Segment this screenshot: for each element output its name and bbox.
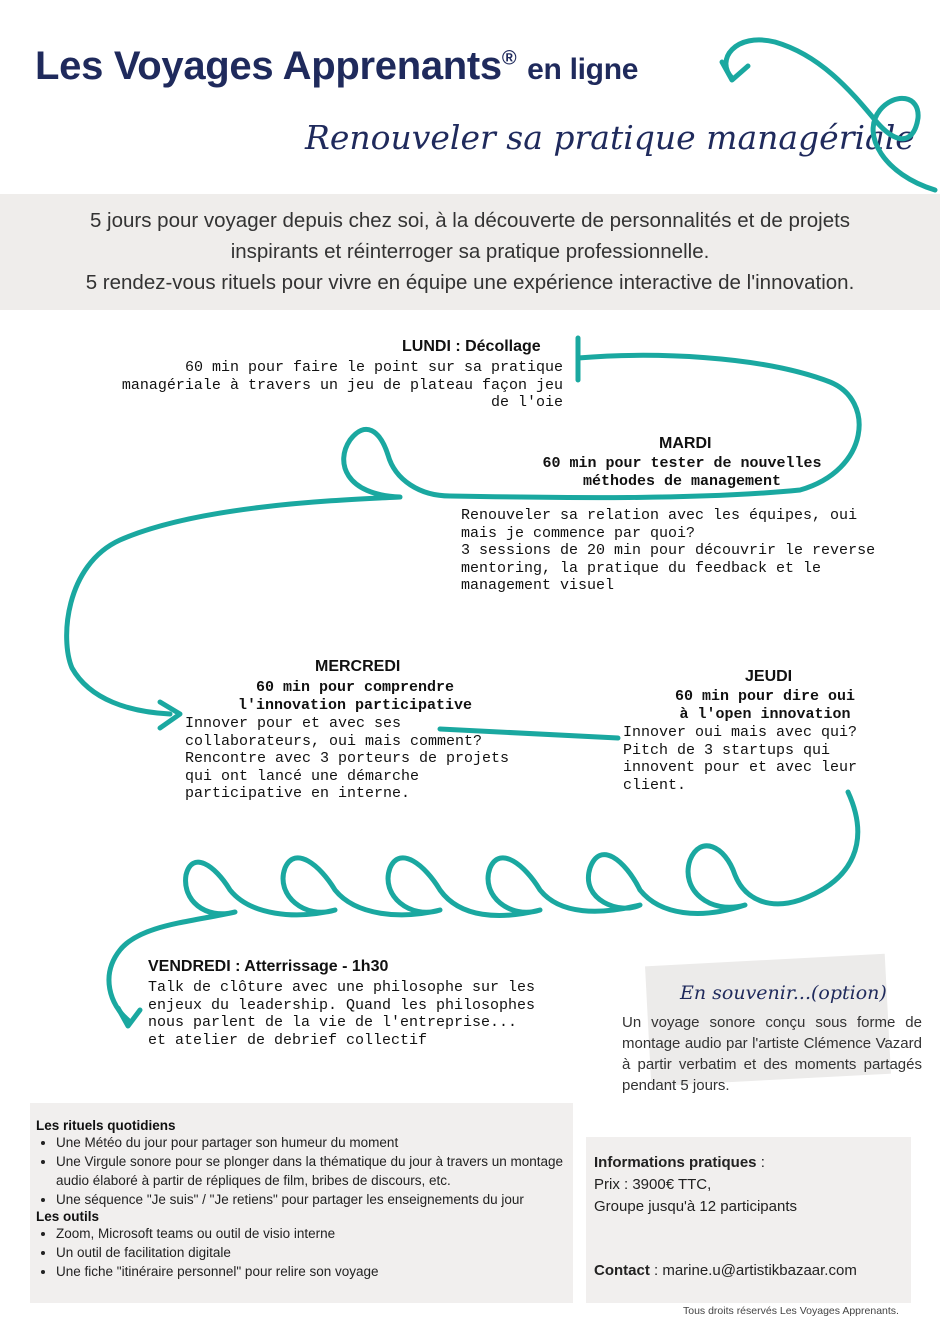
intro-text: 5 jours pour voyager depuis chez soi, à la découverte de personnalités et de projets inspirants et réinterroger sa pratique professionnelle. 5 rendez-vous rituels pour vivre en équipe une expérience interactive de l'innovation.	[85, 209, 855, 294]
list-item: • Une Météo du jour pour partager son humeur du moment	[56, 1133, 567, 1152]
footer-copyright: Tous droits réservés Les Voyages Apprenants.	[683, 1305, 899, 1317]
infos-heading: Informations pratiques	[594, 1154, 757, 1171]
swirl-decoration	[726, 40, 935, 190]
list-item: • Une séquence "Je suis" / "Je retiens" pour partager les enseignements du jour	[56, 1190, 567, 1209]
day-heading-vendredi: VENDREDI : Atterrissage - 1h30	[148, 958, 389, 975]
rituels-outils-box	[30, 1103, 573, 1303]
souvenir-text: Un voyage sonore conçu sous forme de montage audio par l'artiste Clémence Vazard à partir verbatim et des moments partagés pendant 5 jours.	[622, 1014, 922, 1094]
list-item: • Une Virgule sonore pour se plonger dans la thématique du jour à travers un montage audio élaboré à partir de répliques de film, bribes de discours, etc.	[56, 1152, 567, 1190]
infos-pratiques-box: Informations pratiques : Prix : 3900€ TTC, Groupe jusqu'à 12 participants Contact : marine.u@artistikbazaar.com	[586, 1137, 911, 1303]
day-subheading-mercredi: 60 min pour comprendre l'innovation participative	[237, 679, 473, 714]
list-item: • Un outil de facilitation digitale	[56, 1243, 567, 1262]
souvenir-heading: En souvenir...(option)	[680, 982, 887, 1004]
arrow-head-vendredi	[118, 1008, 140, 1026]
outils-list	[36, 1224, 567, 1281]
page-subtitle: Renouveler sa pratique managériale	[305, 118, 915, 157]
day-heading-lundi: LUNDI : Décollage	[402, 338, 541, 355]
day-heading-mercredi: MERCREDI	[315, 658, 401, 675]
rituels-heading: Les rituels quotidiens	[36, 1118, 176, 1133]
day-desc-mardi: Renouveler sa relation avec les équipes, oui mais je commence par quoi? 3 sessions de 20 min pour découvrir le reverse mentoring, la pratique du feedback et le management visuel	[461, 507, 876, 594]
day-desc-vendredi: Talk de clôture avec une philosophe sur les enjeux du leadership. Quand les philosophes nous parlent de la vie de l'entreprise... et atelier de debrief collectif	[148, 979, 536, 1049]
day-subheading-mardi: 60 min pour tester de nouvelles méthodes de management	[542, 455, 822, 490]
list-item: • Une fiche "itinéraire personnel" pour relire son voyage	[56, 1262, 567, 1281]
outils-heading: Les outils	[36, 1209, 100, 1224]
page-title: Les Voyages Apprenants® en ligne	[35, 44, 639, 88]
day-desc-jeudi: Innover oui mais avec qui? Pitch de 3 startups qui innovent pour et avec leur client.	[623, 724, 858, 794]
contact-label: Contact	[594, 1262, 650, 1279]
infos-groupe: Groupe jusqu'à 12 participants	[594, 1198, 797, 1215]
day-desc-lundi: 60 min pour faire le point sur sa pratique managériale à travers un jeu de plateau façon jeu de l'oie	[121, 359, 563, 411]
day-heading-mardi: MARDI	[659, 435, 712, 452]
contact-email[interactable]: : marine.u@artistikbazaar.com	[649, 1262, 857, 1279]
day-heading-jeudi: JEUDI	[745, 668, 793, 685]
infos-prix: Prix : 3900€ TTC,	[594, 1176, 712, 1193]
swirl-arrow-head	[722, 62, 748, 80]
day-desc-mercredi: Innover pour et avec ses collaborateurs, oui mais comment? Rencontre avec 3 porteurs de projets qui ont lancé une démarche participative en interne.	[185, 715, 510, 802]
day-subheading-jeudi: 60 min pour dire oui à l'open innovation	[674, 688, 856, 723]
rituels-list	[36, 1133, 567, 1209]
list-item: • Zoom, Microsoft teams ou outil de visio interne	[56, 1224, 567, 1243]
